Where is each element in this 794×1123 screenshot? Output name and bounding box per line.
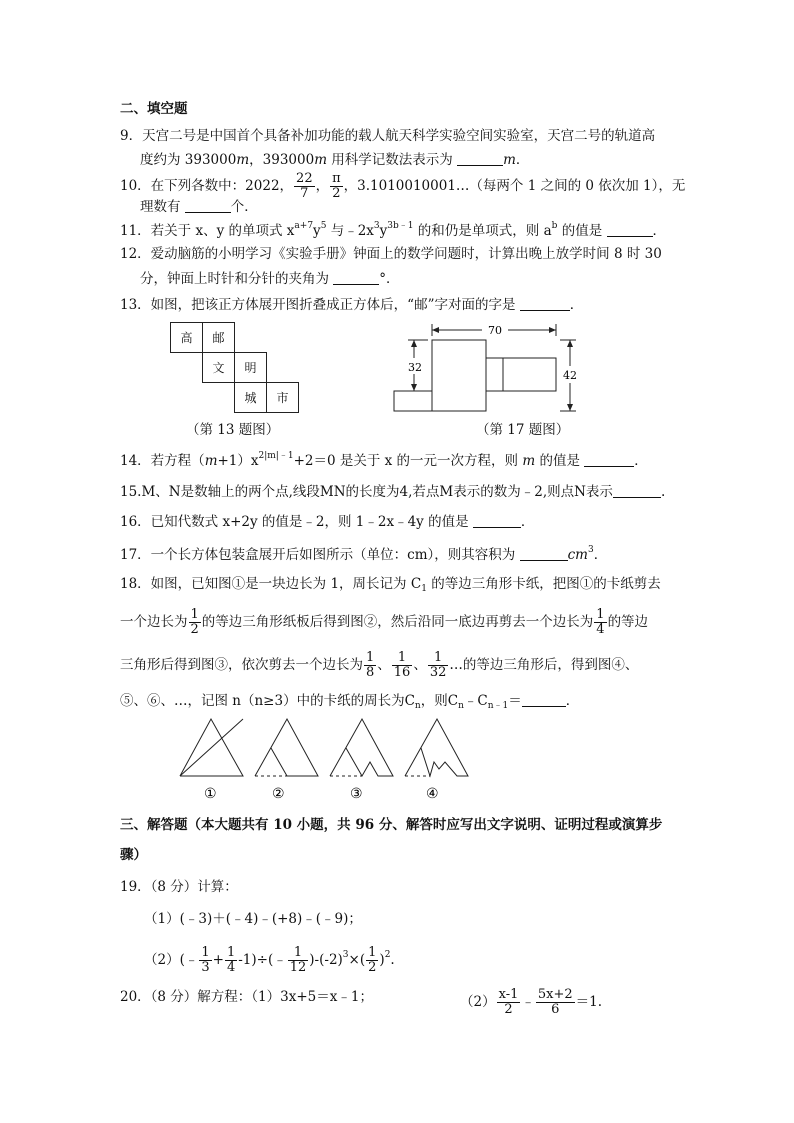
dim-height-1: 32 [408, 361, 422, 374]
answer-blank[interactable] [185, 199, 231, 213]
question-19-part2: （2）(﹣ $\frac{1}{3}$ + $\frac{1}{4}$ -1)÷(﹣ $\frac{1}{12}$ )$-(-2)^3\times$( $\frac{1}{2}$ )$^2$. [144, 945, 395, 975]
question-13: 13．如图，把该正方体展开图折叠成正方体后，“邮”字对面的字是 ． [120, 297, 584, 313]
question-14: 14．若方程$(m+1)x^{2|m|﹣1}+2=0$ 是关于 x 的一元一次方程，则 m 的值是 ． [120, 451, 648, 469]
net-cell: 市 [266, 382, 299, 413]
question-12-line1: 12．爱动脑筋的小明学习《实验手册》钟面上的数学问题时，计算出晚上放学时间 8 时 30 [120, 246, 662, 262]
question-18-line2: 一个边长为 $\frac{1}{2}$ 的等边三角形纸板后得到图②，然后沿同一底边再剪去一个边长为 $\frac{1}{4}$ 的等边 [120, 607, 649, 637]
section-title: 二、填空题 [120, 101, 188, 117]
section-3-title-line2: 骤） [120, 847, 147, 863]
question-12-line2: 分，钟面上时针和分针的夹角为 °． [140, 271, 400, 287]
net-cell: 文 [202, 352, 235, 383]
answer-blank[interactable] [522, 693, 566, 707]
fraction: $\frac{1}{32}$ [429, 650, 447, 680]
fraction: $\frac{1}{2}$ [368, 945, 377, 975]
answer-blank[interactable] [520, 297, 570, 311]
question-16: 16．已知代数式 x+2y 的值是﹣2，则 1﹣2x﹣4y 的值是 ． [120, 514, 535, 530]
question-11: 11．若关于 x、y 的单项式 $x^{a+7}y^5$ 与$﹣2x^3y^{3b﹣1}$ 的和仍是单项式，则 $a^b$ 的值是 ． [120, 221, 667, 239]
answer-blank[interactable] [457, 152, 503, 166]
question-9-line1: 9．天宫二号是中国首个具备补加功能的载人航天科学实验空间实验室，天宫二号的轨道高 [120, 128, 656, 144]
question-18-line1: 18．如图，已知图①是一块边长为 1，周长记为 $C_1$ 的等边三角形卡纸，把图①的卡纸剪去 [120, 576, 661, 594]
fraction: $\frac{1}{4}$ [226, 945, 236, 975]
figure-label: ② [272, 786, 285, 802]
fraction: $\frac{1}{2}$ [190, 607, 199, 637]
fraction: $\frac{\pi}{2}$ [332, 171, 341, 201]
figure-17-box-net [390, 318, 590, 414]
question-19-title: 19．（8 分）计算： [120, 879, 238, 895]
dim-height-2: 42 [563, 369, 577, 382]
answer-blank[interactable] [520, 547, 568, 561]
question-19-part1: （1）(﹣3)＋(﹣4)﹣(+8)﹣(﹣9)； [144, 911, 362, 927]
fraction: $\frac{1}{8}$ [366, 650, 375, 680]
fraction: $\frac{x-1}{2}$ [498, 987, 519, 1017]
fraction: $\frac{1}{12}$ [289, 945, 307, 975]
question-18-line4: ⑤、⑥、…，记图 n（n≥3）中的卡纸的周长为$C_n$，则$C_n﹣C_{n﹣1}=$ ． [120, 693, 580, 711]
figure-18-triangles [175, 714, 470, 804]
fraction: $\frac{1}{16}$ [393, 650, 411, 680]
net-cell: 城 [234, 382, 267, 413]
question-10-line2: 理数有 个． [140, 199, 258, 215]
dim-width: 70 [488, 324, 502, 337]
answer-blank[interactable] [473, 514, 521, 528]
question-10-line1: 10．在下列各数中：2022， $\frac{22}{7}$ ， $\frac{\pi}{2}$ ，3.1010010001…（每两个 1 之间的 0 依次加 1），无 [120, 171, 686, 201]
question-15: 15.M、N是数轴上的两个点,线段MN的长度为4,若点M表示的数为﹣2,则点N表示 . [120, 484, 666, 500]
figure-17-caption: （第 17 题图） [476, 422, 570, 438]
question-20-part2: （2） $\frac{x-1}{2}$ ﹣ $\frac{5x+2}{6}$ ＝1. [460, 987, 603, 1017]
question-17: 17．一个长方体包装盒展开后如图所示（单位：cm），则其容积为 $cm^3$． [120, 545, 608, 563]
figure-label: ③ [350, 786, 363, 802]
net-cell: 邮 [202, 322, 235, 353]
answer-blank[interactable] [333, 271, 379, 285]
fraction: $\frac{1}{3}$ [201, 945, 210, 975]
fraction: $\frac{1}{4}$ [596, 607, 605, 637]
question-20-part1: 20．（8 分）解方程：（1）3x+5＝x﹣1； [120, 989, 373, 1005]
net-cell: 明 [234, 352, 267, 383]
figure-13-caption: （第 13 题图） [186, 422, 280, 438]
section-3-title-line1: 三、解答题（本大题共有 10 小题，共 96 分、解答时应写出文字说明、证明过程或演算步 [120, 817, 663, 833]
answer-blank[interactable] [607, 223, 653, 237]
answer-blank[interactable] [584, 453, 634, 467]
question-18-line3: 三角形后得到图③，依次剪去一个边长为 $\frac{1}{8}$ 、 $\frac{1}{16}$ 、 $\frac{1}{32}$ …的等边三角形后，得到图④、 [120, 650, 639, 680]
figure-label: ④ [426, 786, 439, 802]
figure-label: ① [204, 786, 217, 802]
fraction: $\frac{22}{7}$ [296, 171, 313, 201]
fraction: $\frac{5x+2}{6}$ [537, 987, 573, 1017]
net-cell: 高 [170, 322, 203, 353]
answer-blank[interactable] [613, 484, 661, 498]
question-9-line2: 度约为 393000m，393000m 用科学记数法表示为 m． [140, 152, 530, 168]
